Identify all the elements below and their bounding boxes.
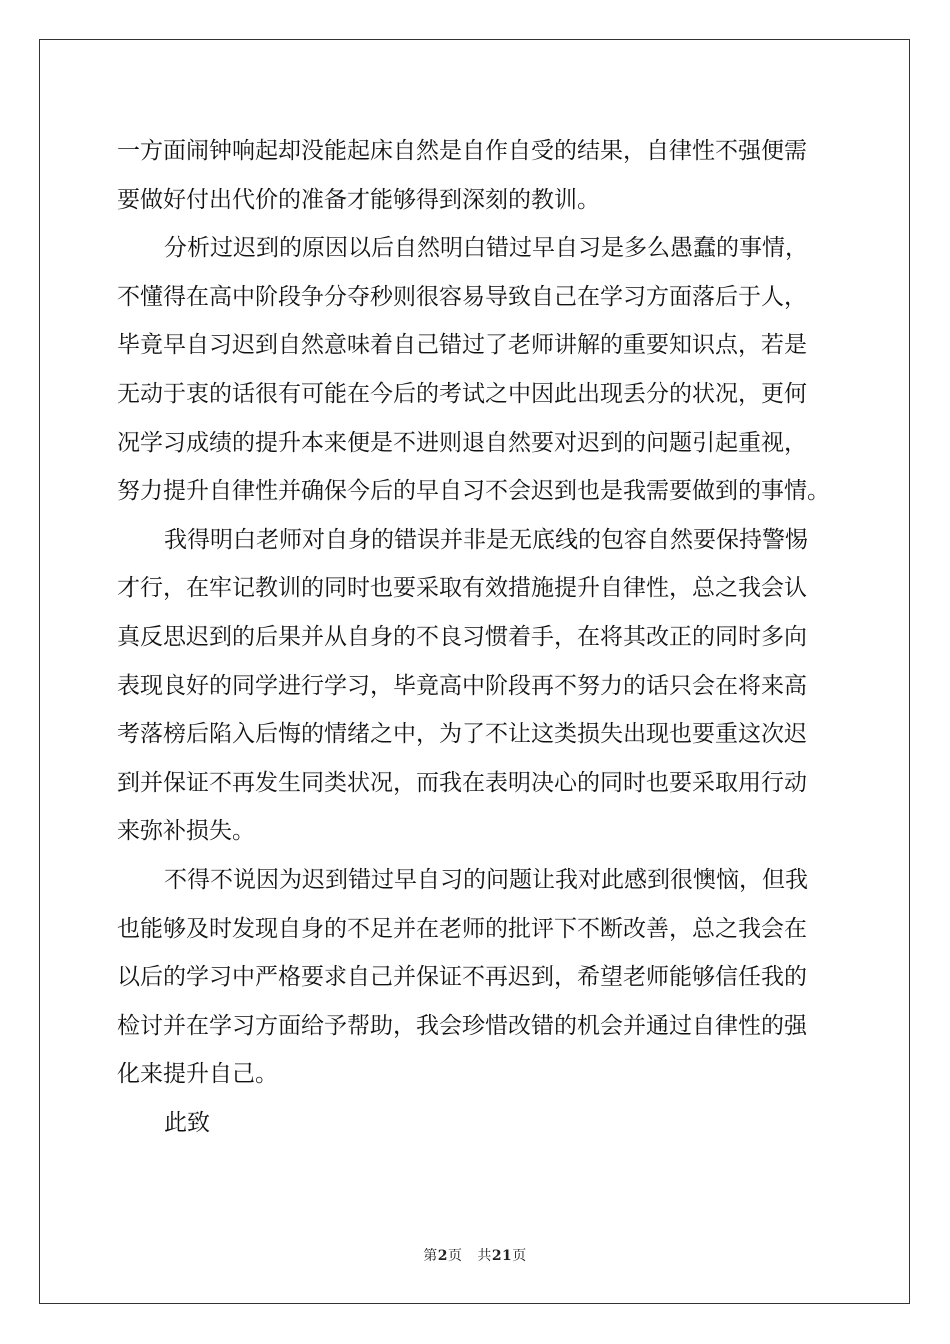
text-line: 到并保证不再发生同类状况，而我在表明决心的同时也要采取用行动 — [117, 769, 807, 796]
text-line: 分析过迟到的原因以后自然明白错过早自习是多么愚蠢的事情， — [164, 235, 808, 262]
text-line: 况学习成绩的提升本来便是不进则退自然要对迟到的问题引起重视， — [117, 429, 807, 456]
text-line: 化来提升自己。 — [117, 1061, 278, 1088]
text-line: 不懂得在高中阶段争分夺秒则很容易导致自己在学习方面落后于人， — [117, 283, 807, 310]
document-body — [117, 127, 835, 1147]
text-line: 毕竟早自习迟到自然意味着自己错过了老师讲解的重要知识点，若是 — [117, 332, 807, 359]
footer-total-suffix: 页 — [512, 1248, 527, 1264]
text-line: 此致 — [164, 1109, 210, 1136]
text-line: 才行，在牢记教训的同时也要采取有效措施提升自律性，总之我会认 — [117, 575, 807, 602]
footer-page-suffix: 页 — [447, 1248, 463, 1264]
text-line: 以后的学习中严格要求自己并保证不再迟到，希望老师能够信任我的 — [117, 964, 807, 991]
text-line: 真反思迟到的后果并从自身的不良习惯着手，在将其改正的同时多向 — [117, 623, 807, 650]
page-footer — [0, 1245, 950, 1265]
text-line: 检讨并在学习方面给予帮助，我会珍惜改错的机会并通过自律性的强 — [117, 1012, 807, 1039]
text-line: 不得不说因为迟到错过早自习的问题让我对此感到很懊恼，但我 — [164, 866, 808, 893]
text-line: 一方面闹钟响起却没能起床自然是自作自受的结果，自律性不强便需 — [117, 138, 807, 164]
text-line: 要做好付出代价的准备才能够得到深刻的教训。 — [117, 186, 600, 213]
text-line: 也能够及时发现自身的不足并在老师的批评下不断改善，总之我会在 — [117, 915, 807, 942]
text-line: 来弥补损失。 — [117, 818, 255, 845]
footer-total-prefix: 共 — [477, 1248, 492, 1264]
total-page-count: 21 — [491, 1248, 513, 1264]
text-line: 无动于衷的话很有可能在今后的考试之中因此出现丢分的状况，更何 — [117, 380, 807, 407]
footer-prefix: 第 — [423, 1248, 438, 1264]
text-line: 我得明白老师对自身的错误并非是无底线的包容自然要保持警惕 — [164, 526, 808, 553]
current-page-number: 2 — [437, 1248, 448, 1264]
text-line: 表现良好的同学进行学习，毕竟高中阶段再不努力的话只会在将来高 — [117, 672, 807, 699]
text-line: 努力提升自律性并确保今后的早自习不会迟到也是我需要做到的事情。 — [117, 478, 830, 505]
text-line: 考落榜后陷入后悔的情绪之中，为了不让这类损失出现也要重这次迟 — [117, 721, 807, 748]
